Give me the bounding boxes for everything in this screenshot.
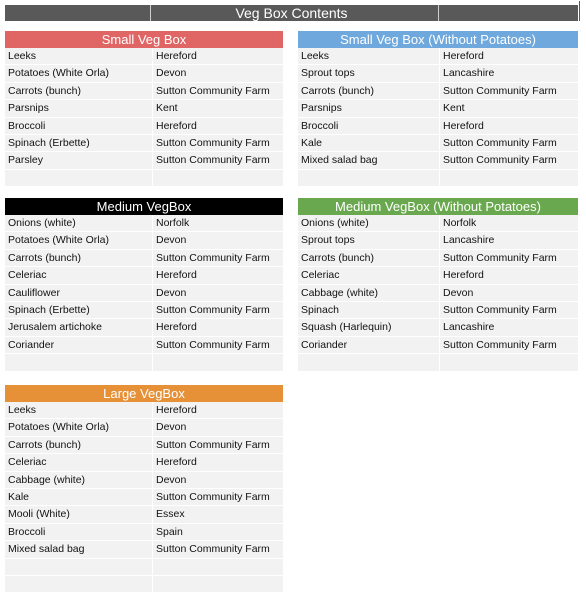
table-row[interactable] xyxy=(5,559,283,576)
column-divider xyxy=(152,48,153,64)
table-row[interactable] xyxy=(5,100,283,117)
table-row[interactable] xyxy=(298,285,578,302)
table-row[interactable] xyxy=(5,250,283,267)
table-row[interactable] xyxy=(5,319,283,336)
column-divider xyxy=(439,337,440,353)
vegetable-cell[interactable]: Jerusalem artichoke xyxy=(8,321,102,334)
sheet-title-bar xyxy=(5,5,578,21)
column-divider xyxy=(152,489,153,505)
vegetable-cell[interactable]: Cabbage (white) xyxy=(8,473,86,486)
table-row[interactable] xyxy=(298,302,578,319)
table-row[interactable] xyxy=(5,354,283,371)
table-row[interactable] xyxy=(298,48,578,65)
table-row[interactable] xyxy=(5,524,283,541)
vegetable-cell[interactable]: Broccoli xyxy=(301,119,339,132)
table-row[interactable] xyxy=(5,437,283,454)
column-divider xyxy=(152,232,153,248)
box-header: Small Veg Box (Without Potatoes) xyxy=(298,31,578,48)
vegetable-cell[interactable]: Carrots (bunch) xyxy=(301,84,374,97)
origin-cell[interactable]: Sutton Community Farm xyxy=(443,303,557,316)
origin-cell[interactable]: Hereford xyxy=(156,119,197,132)
table-row[interactable] xyxy=(298,267,578,284)
vegetable-cell[interactable]: Spinach xyxy=(301,303,339,316)
column-divider xyxy=(439,232,440,248)
origin-cell[interactable]: Sutton Community Farm xyxy=(443,136,557,149)
column-divider xyxy=(152,354,153,370)
box-header: Large VegBox xyxy=(5,385,283,402)
column-divider xyxy=(152,402,153,418)
column-divider xyxy=(439,65,440,81)
vegetable-cell[interactable]: Onions (white) xyxy=(8,217,76,229)
table-row[interactable] xyxy=(298,83,578,100)
vegetable-cell[interactable]: Carrots (bunch) xyxy=(8,438,81,451)
column-divider xyxy=(152,118,153,134)
column-divider xyxy=(439,267,440,283)
small-veg-box-without-potatoes-table xyxy=(298,31,578,187)
table-row[interactable] xyxy=(5,285,283,302)
sheet-title: Veg Box Contents xyxy=(235,5,348,21)
column-divider xyxy=(439,48,440,64)
column-divider xyxy=(152,559,153,575)
origin-cell[interactable]: Sutton Community Farm xyxy=(443,251,557,264)
table-row[interactable] xyxy=(298,337,578,354)
title-divider xyxy=(438,5,439,21)
origin-cell[interactable]: Devon xyxy=(156,234,187,247)
column-divider xyxy=(152,152,153,168)
table-row[interactable] xyxy=(5,454,283,471)
column-divider xyxy=(152,454,153,470)
column-divider xyxy=(152,215,153,231)
table-row[interactable] xyxy=(5,232,283,249)
table-row[interactable] xyxy=(298,232,578,249)
origin-cell[interactable]: Hereford xyxy=(443,50,484,62)
small-veg-box-table xyxy=(5,31,283,187)
table-row[interactable] xyxy=(5,506,283,523)
origin-cell[interactable]: Sutton Community Farm xyxy=(443,154,557,167)
table-row[interactable] xyxy=(298,319,578,336)
vegetable-cell[interactable]: Broccoli xyxy=(8,525,46,538)
column-divider xyxy=(152,576,153,592)
origin-cell[interactable]: Sutton Community Farm xyxy=(156,490,270,503)
box-header: Small Veg Box xyxy=(5,31,283,48)
column-divider xyxy=(439,215,440,231)
vegetable-cell[interactable]: Carrots (bunch) xyxy=(301,251,374,264)
table-row[interactable] xyxy=(5,541,283,558)
box-header: Medium VegBox (Without Potatoes) xyxy=(298,198,578,215)
column-divider xyxy=(152,65,153,81)
column-divider xyxy=(152,250,153,266)
vegetable-cell[interactable]: Potatoes (White Orla) xyxy=(8,234,109,247)
vegetable-cell[interactable]: Onions (white) xyxy=(301,217,369,229)
table-row[interactable] xyxy=(5,152,283,169)
origin-cell[interactable]: Hereford xyxy=(156,269,197,282)
vegetable-cell[interactable]: Leeks xyxy=(301,50,330,62)
table-row[interactable] xyxy=(298,170,578,187)
table-row[interactable] xyxy=(5,83,283,100)
table-row[interactable] xyxy=(5,576,283,593)
medium-veg-box-without-potatoes-table xyxy=(298,198,578,372)
origin-cell[interactable]: Hereford xyxy=(156,456,197,469)
origin-cell[interactable]: Lancashire xyxy=(443,321,495,334)
table-row[interactable] xyxy=(298,250,578,267)
vegetable-cell[interactable]: Spinach (Erbette) xyxy=(8,136,90,149)
origin-cell[interactable]: Sutton Community Farm xyxy=(156,136,270,149)
vegetable-cell[interactable]: Parsnips xyxy=(301,102,342,115)
origin-cell[interactable]: Sutton Community Farm xyxy=(443,338,557,351)
vegetable-cell[interactable]: Spinach (Erbette) xyxy=(8,303,90,316)
title-divider xyxy=(150,5,151,21)
column-divider xyxy=(439,302,440,318)
vegetable-cell[interactable]: Parsnips xyxy=(8,102,49,115)
vegetable-cell[interactable]: Carrots (bunch) xyxy=(8,84,81,97)
column-divider xyxy=(152,319,153,335)
column-divider xyxy=(439,135,440,151)
vegetable-cell[interactable]: Sprout tops xyxy=(301,234,355,247)
origin-cell[interactable]: Lancashire xyxy=(443,67,495,80)
vegetable-cell[interactable]: Cabbage (white) xyxy=(301,286,379,299)
vegetable-cell[interactable]: Coriander xyxy=(301,338,348,351)
vegetable-cell[interactable]: Sprout tops xyxy=(301,67,355,80)
vegetable-cell[interactable]: Leeks xyxy=(8,50,37,62)
table-row[interactable] xyxy=(5,419,283,436)
column-divider xyxy=(152,83,153,99)
origin-cell[interactable]: Hereford xyxy=(156,50,197,62)
table-row[interactable] xyxy=(298,118,578,135)
vegetable-cell[interactable]: Cauliflower xyxy=(8,286,60,299)
column-divider xyxy=(152,419,153,435)
origin-cell[interactable]: Hereford xyxy=(156,404,197,416)
origin-cell[interactable]: Sutton Community Farm xyxy=(156,154,270,167)
table-row[interactable] xyxy=(5,402,283,419)
table-row[interactable] xyxy=(5,489,283,506)
vegetable-cell[interactable]: Coriander xyxy=(8,338,55,351)
origin-cell[interactable]: Sutton Community Farm xyxy=(156,84,270,97)
origin-cell[interactable]: Sutton Community Farm xyxy=(443,84,557,97)
vegetable-cell[interactable]: Broccoli xyxy=(8,119,46,132)
vegetable-cell[interactable]: Potatoes (White Orla) xyxy=(8,421,109,434)
table-row[interactable] xyxy=(5,118,283,135)
table-row[interactable] xyxy=(5,65,283,82)
column-divider xyxy=(152,135,153,151)
vegetable-cell[interactable]: Celeriac xyxy=(8,269,47,282)
origin-cell[interactable]: Sutton Community Farm xyxy=(156,543,270,556)
origin-cell[interactable]: Hereford xyxy=(443,119,484,132)
origin-cell[interactable]: Lancashire xyxy=(443,234,495,247)
origin-cell[interactable]: Kent xyxy=(156,102,178,115)
table-row[interactable] xyxy=(5,267,283,284)
column-divider xyxy=(152,285,153,301)
vegetable-cell[interactable]: Leeks xyxy=(8,404,37,416)
origin-cell[interactable]: Devon xyxy=(156,473,187,486)
table-row[interactable] xyxy=(298,152,578,169)
column-divider xyxy=(439,354,440,370)
vegetable-cell[interactable]: Parsley xyxy=(8,154,44,167)
vegetable-cell[interactable]: Squash (Harlequin) xyxy=(301,321,392,334)
column-divider xyxy=(152,267,153,283)
vegetable-cell[interactable]: Celeriac xyxy=(8,456,47,469)
table-row[interactable] xyxy=(5,135,283,152)
column-divider xyxy=(152,170,153,186)
table-row[interactable] xyxy=(298,100,578,117)
origin-cell[interactable]: Devon xyxy=(156,421,187,434)
column-divider xyxy=(439,319,440,335)
origin-cell[interactable]: Sutton Community Farm xyxy=(156,303,270,316)
column-divider xyxy=(439,170,440,186)
origin-cell[interactable]: Spain xyxy=(156,525,183,538)
table-row[interactable] xyxy=(5,302,283,319)
table-row[interactable] xyxy=(5,215,283,232)
table-row[interactable] xyxy=(298,65,578,82)
table-row[interactable] xyxy=(5,472,283,489)
column-divider xyxy=(439,83,440,99)
origin-cell[interactable]: Sutton Community Farm xyxy=(156,438,270,451)
vegetable-cell[interactable]: Carrots (bunch) xyxy=(8,251,81,264)
origin-cell[interactable]: Sutton Community Farm xyxy=(156,251,270,264)
column-divider xyxy=(152,524,153,540)
column-divider xyxy=(152,100,153,116)
table-row[interactable] xyxy=(298,135,578,152)
medium-veg-box-table xyxy=(5,198,283,372)
origin-cell[interactable]: Devon xyxy=(156,286,187,299)
origin-cell[interactable]: Essex xyxy=(156,508,185,521)
table-row[interactable] xyxy=(298,215,578,232)
origin-cell[interactable]: Hereford xyxy=(443,269,484,282)
origin-cell[interactable]: Norfolk xyxy=(443,217,477,229)
vegetable-cell[interactable]: Mooli (White) xyxy=(8,508,70,521)
origin-cell[interactable]: Devon xyxy=(156,67,187,80)
vegetable-cell[interactable]: Kale xyxy=(301,136,323,149)
vegetable-cell[interactable]: Potatoes (White Orla) xyxy=(8,67,109,80)
table-row[interactable] xyxy=(298,354,578,371)
column-divider xyxy=(152,472,153,488)
column-divider xyxy=(152,337,153,353)
column-divider xyxy=(152,506,153,522)
title-divider xyxy=(579,1,580,21)
column-divider xyxy=(439,285,440,301)
vegetable-cell[interactable]: Mixed salad bag xyxy=(301,154,378,167)
column-divider xyxy=(439,100,440,116)
vegetable-cell[interactable]: Kale xyxy=(8,490,30,503)
origin-cell[interactable]: Devon xyxy=(443,286,474,299)
column-divider xyxy=(152,437,153,453)
column-divider xyxy=(439,152,440,168)
table-row[interactable] xyxy=(5,337,283,354)
box-header: Medium VegBox xyxy=(5,198,283,215)
vegetable-cell[interactable]: Celeriac xyxy=(301,269,340,282)
origin-cell[interactable]: Hereford xyxy=(156,321,197,334)
column-divider xyxy=(152,541,153,557)
column-divider xyxy=(439,118,440,134)
table-row[interactable] xyxy=(5,170,283,187)
table-row[interactable] xyxy=(5,48,283,65)
column-divider xyxy=(152,302,153,318)
column-divider xyxy=(439,250,440,266)
vegetable-cell[interactable]: Mixed salad bag xyxy=(8,543,85,556)
origin-cell[interactable]: Sutton Community Farm xyxy=(156,338,270,351)
origin-cell[interactable]: Kent xyxy=(443,102,465,115)
origin-cell[interactable]: Norfolk xyxy=(156,217,190,229)
large-veg-box-table xyxy=(5,385,283,593)
